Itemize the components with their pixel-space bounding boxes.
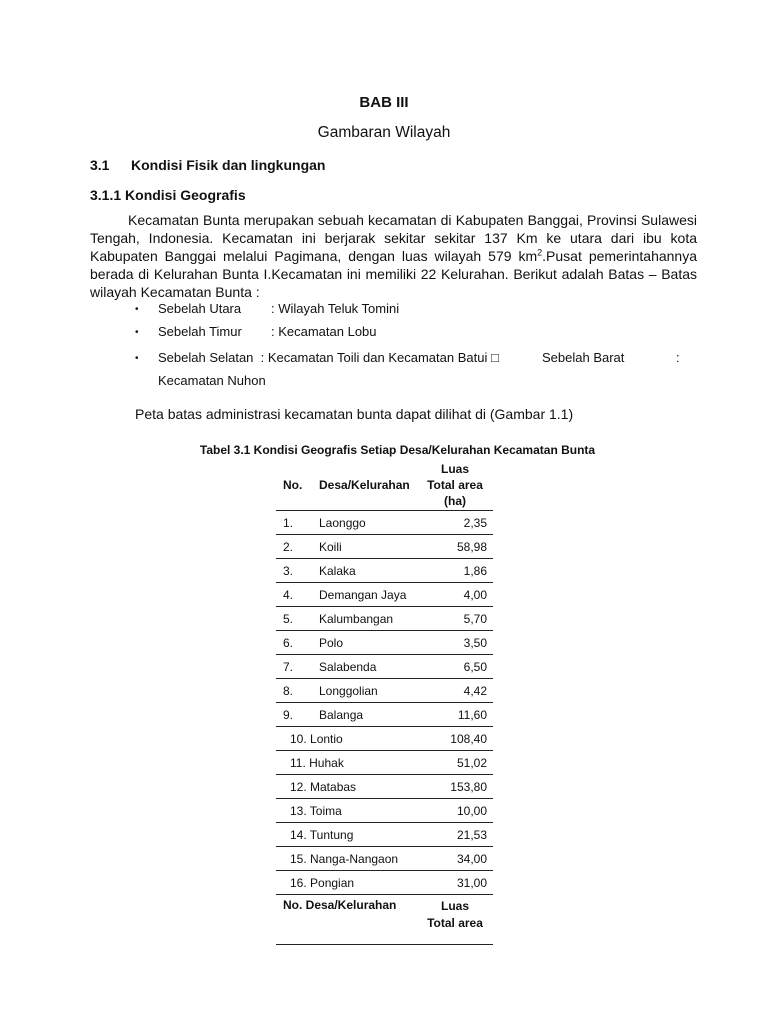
row-no: 5. — [276, 607, 319, 631]
row-no-name: 11. Huhak — [276, 751, 417, 775]
border-item-north — [135, 301, 399, 316]
row-name: Polo — [319, 631, 417, 655]
missing-glyph-icon: □ — [490, 350, 499, 365]
row-name: Salabenda — [319, 655, 417, 679]
row-area: 10,00 — [417, 799, 493, 823]
border-label-west: Sebelah Barat — [542, 350, 625, 365]
border-label: Sebelah Selatan — [158, 350, 254, 365]
row-no-name: 14. Tuntung — [276, 823, 417, 847]
row-no-name: 12. Matabas — [276, 775, 417, 799]
row-no-name: 10. Lontio — [276, 727, 417, 751]
row-name: Demangan Jaya — [319, 583, 417, 607]
row-no-name: 15. Nanga-Nangaon — [276, 847, 417, 871]
border-value-west: Kecamatan Nuhon — [158, 373, 266, 388]
table-row — [276, 679, 493, 703]
table-row — [276, 871, 493, 895]
header-no: No. — [276, 460, 319, 511]
footer-area-line2: Total area — [427, 916, 483, 930]
paragraph-tail: .Pusat pemerintahannya berada di Kelurahan Bunta I.Kecamatan ini memiliki 22 Kelurahan. Berikut adalah Batas – Batas wilayah Kecamatan Bunta : — [90, 248, 698, 300]
row-no: 4. — [276, 583, 319, 607]
row-area: 1,86 — [417, 559, 493, 583]
row-area: 58,98 — [417, 535, 493, 559]
table-row — [276, 511, 493, 535]
border-label: Sebelah Timur — [158, 324, 242, 339]
table-row — [276, 823, 493, 847]
bullet-dot: • — [135, 327, 139, 338]
section-title: Kondisi Fisik dan lingkungan — [131, 157, 326, 173]
table-row — [276, 583, 493, 607]
geography-table — [276, 460, 493, 945]
paragraph-main: Kecamatan Bunta merupakan sebuah kecamatan di Kabupaten Banggai, Provinsi Sulawesi Tengah, Indonesia. Kecamatan ini berjarak sekitar sekitar 137 Km ke utara dari ibu kota Kabupaten Banggai melalui Pagimana, dengan luas wilayah 579 km — [90, 212, 697, 264]
footer-area — [417, 895, 493, 945]
footer-area-line1: Luas — [440, 899, 469, 913]
row-area: 2,35 — [417, 511, 493, 535]
table-row — [276, 703, 493, 727]
row-area: 153,80 — [417, 775, 493, 799]
row-area: 11,60 — [417, 703, 493, 727]
map-reference-note: Peta batas administrasi kecamatan bunta dapat dilihat di (Gambar 1.1) — [135, 406, 574, 422]
table-footer-row — [276, 895, 493, 945]
border-item-east — [135, 324, 377, 339]
row-area: 108,40 — [417, 727, 493, 751]
row-name: Kalaka — [319, 559, 417, 583]
subsection-heading: 3.1.1 Kondisi Geografis — [90, 187, 246, 203]
border-item-south — [135, 350, 695, 365]
row-no-name: 13. Toima — [276, 799, 417, 823]
border-value: : Kecamatan Toili dan Kecamatan Batui — [260, 350, 488, 365]
section-number: 3.1 — [90, 157, 110, 173]
table-row — [276, 847, 493, 871]
row-name: Laonggo — [319, 511, 417, 535]
row-no: 7. — [276, 655, 319, 679]
border-value: : Kecamatan Lobu — [271, 324, 377, 339]
row-no: 9. — [276, 703, 319, 727]
paragraph-superscript: 2 — [537, 247, 543, 258]
row-no: 1. — [276, 511, 319, 535]
row-area: 3,50 — [417, 631, 493, 655]
row-area: 4,00 — [417, 583, 493, 607]
header-area-line2: Total area — [427, 478, 483, 492]
table-row — [276, 727, 493, 751]
row-area: 51,02 — [417, 751, 493, 775]
table-row — [276, 535, 493, 559]
row-no: 8. — [276, 679, 319, 703]
border-label: Sebelah Utara — [158, 301, 242, 316]
bullet-dot: • — [135, 304, 139, 315]
footer-no-name: No. Desa/Kelurahan — [276, 895, 417, 945]
header-area — [417, 460, 493, 511]
row-area: 31,00 — [417, 871, 493, 895]
table-header-row — [276, 460, 493, 511]
row-area: 5,70 — [417, 607, 493, 631]
table-row — [276, 799, 493, 823]
row-no: 3. — [276, 559, 319, 583]
bullet-dot: • — [135, 353, 139, 364]
row-name: Kalumbangan — [319, 607, 417, 631]
border-value: : Wilayah Teluk Tomini — [271, 301, 400, 316]
header-area-line1: Luas — [440, 462, 469, 476]
table-caption: Tabel 3.1 Kondisi Geografis Setiap Desa/Kelurahan Kecamatan Bunta — [199, 443, 596, 457]
body-paragraph — [90, 211, 697, 301]
chapter-title: BAB III — [359, 94, 409, 111]
chapter-subtitle: Gambaran Wilayah — [317, 124, 451, 141]
row-name: Longgolian — [319, 679, 417, 703]
table-row — [276, 559, 493, 583]
border-colon-west: : — [676, 350, 680, 365]
table-row — [276, 631, 493, 655]
row-area: 34,00 — [417, 847, 493, 871]
row-area: 21,53 — [417, 823, 493, 847]
table-row — [276, 775, 493, 799]
table-row — [276, 655, 493, 679]
row-name: Balanga — [319, 703, 417, 727]
table-row — [276, 607, 493, 631]
row-no-name: 16. Pongian — [276, 871, 417, 895]
table-row — [276, 751, 493, 775]
row-area: 4,42 — [417, 679, 493, 703]
header-name: Desa/Kelurahan — [319, 460, 417, 511]
row-area: 6,50 — [417, 655, 493, 679]
row-name: Koili — [319, 535, 417, 559]
header-area-line3: (ha) — [444, 494, 466, 508]
section-heading — [90, 157, 325, 173]
row-no: 6. — [276, 631, 319, 655]
row-no: 2. — [276, 535, 319, 559]
